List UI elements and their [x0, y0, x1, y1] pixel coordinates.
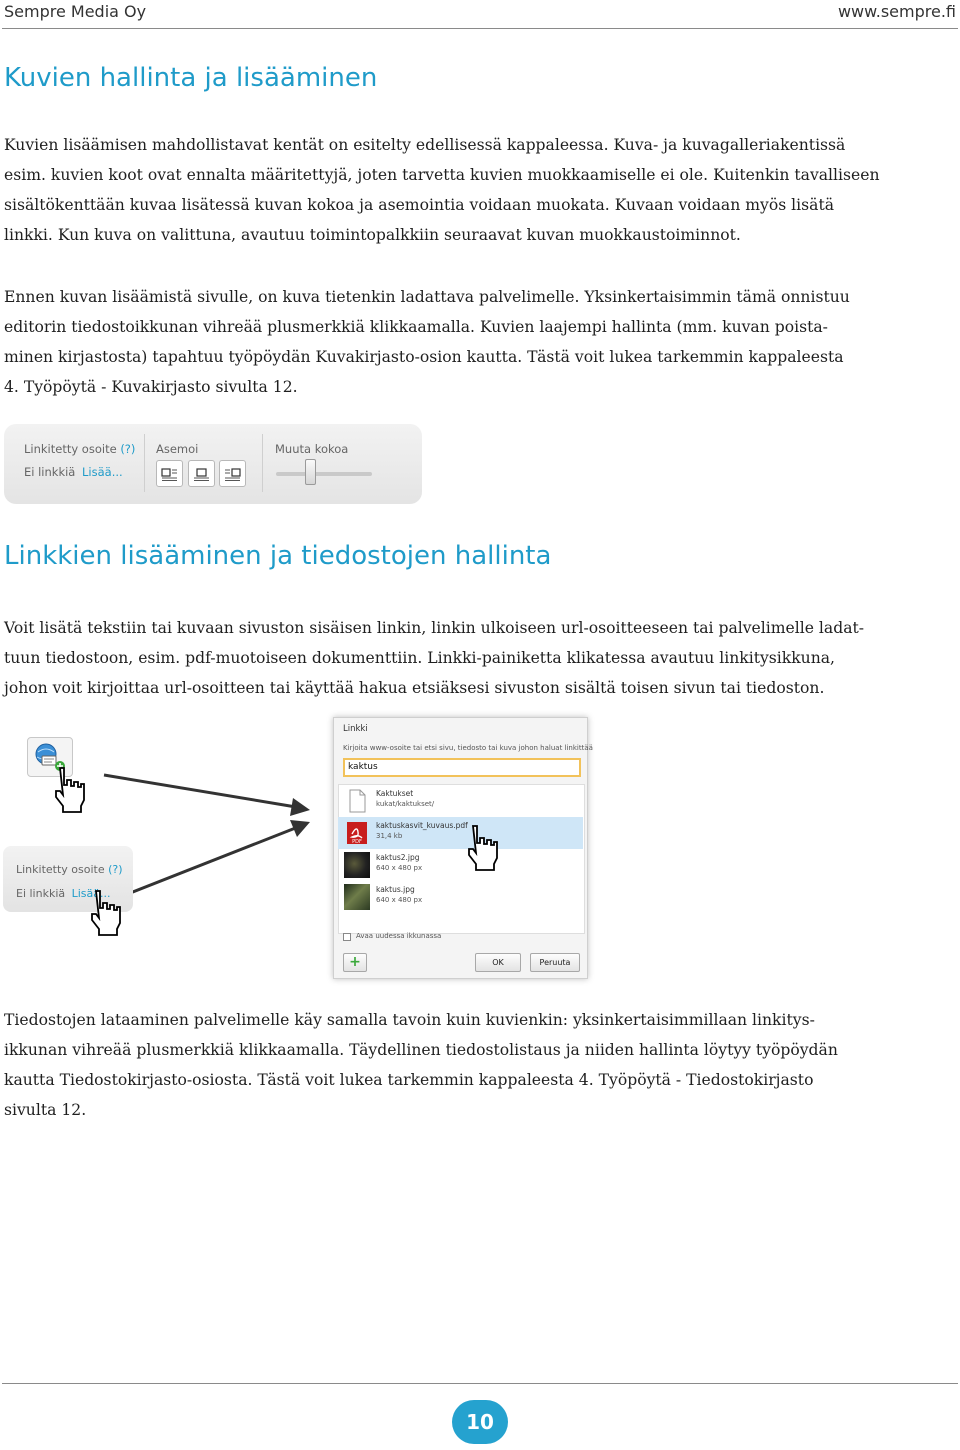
text-line: Ennen kuvan lisäämistä sivulle, on kuva tietenkin ladattava palvelimelle. Yksinkertaisimmin tämä onnistuu: [4, 288, 850, 306]
upload-plus-button[interactable]: +: [343, 953, 367, 972]
align-right-icon: [220, 461, 245, 486]
text-line: sivulta 12.: [4, 1101, 87, 1119]
paragraph-links-intro: [4, 613, 956, 703]
text-line: Voit lisätä tekstiin tai kuvaan sivuston sisäisen linkin, linkin ulkoiseen url-osoitteeseen tai palvelimelle ladat-: [4, 619, 865, 637]
arrow-to-dialog-icon: [100, 765, 340, 905]
section-title-links: Linkkien lisääminen ja tiedostojen hallinta: [4, 541, 552, 571]
pdf-icon: [344, 820, 370, 846]
resize-slider-handle[interactable]: [305, 459, 316, 485]
text-line: editorin tiedostoikkunan vihreää plusmerkkiä klikkaamalla. Kuvien laajempi hallinta (mm. kuvan poista-: [4, 318, 828, 336]
linked-address-text: Linkitetty osoite: [16, 863, 105, 876]
hand-cursor-icon: [86, 888, 126, 938]
list-item[interactable]: [338, 881, 583, 913]
section-title-images: Kuvien hallinta ja lisääminen: [4, 63, 378, 93]
file-meta: 640 x 480 px: [376, 864, 423, 872]
header-website: www.sempre.fi: [837, 2, 956, 21]
hand-cursor-icon: [50, 765, 90, 815]
file-meta: kukat/kaktukset/: [376, 800, 435, 808]
align-label: Asemoi: [156, 442, 199, 456]
paragraph-images-upload: [4, 282, 956, 402]
more-link[interactable]: Lisää...: [71, 887, 111, 900]
text-line: minen kirjastosta) tapahtuu työpöydän Kuvakirjasto-osion kautta. Tästä voit lukea tarkemmin kappaleesta: [4, 348, 844, 366]
help-link[interactable]: (?): [108, 863, 123, 876]
help-link[interactable]: (?): [120, 442, 136, 456]
paragraph-file-upload: [4, 1005, 956, 1125]
list-item-selected[interactable]: [338, 817, 583, 849]
text-line: johon voit kirjoittaa url-osoitteen tai käyttää hakua etsiäksesi sivuston sisältä toisen sivun tai tiedoston.: [4, 679, 825, 697]
text-line: kautta Tiedostokirjasto-osiosta. Tästä voit lukea tarkemmin kappaleesta 4. Työpöytä - Tiedostokirjasto: [4, 1071, 814, 1089]
file-name: kaktus2.jpg: [376, 853, 420, 862]
align-left-button[interactable]: [156, 460, 183, 487]
paragraph-images-intro: [4, 130, 956, 250]
align-center-icon: [189, 461, 214, 486]
more-link[interactable]: Lisää...: [82, 465, 123, 479]
image-thumbnail: [344, 852, 370, 878]
linked-address-label: [16, 863, 123, 876]
text-line: esim. kuvien koot ovat ennalta määritettyjä, joten tarvetta kuvien muokkaamiselle ei ole. Kuitenkin tavalliseen: [4, 166, 880, 184]
align-center-button[interactable]: [188, 460, 215, 487]
file-meta: 640 x 480 px: [376, 896, 423, 904]
link-dialog: [333, 717, 593, 979]
ok-button[interactable]: OK: [475, 953, 521, 972]
hand-cursor-icon: [463, 823, 503, 873]
toolbar-divider: [144, 434, 145, 492]
dialog-instruction: Kirjoita www-osoite tai etsi sivu, tiedosto tai kuva johon haluat linkittää: [343, 744, 593, 752]
text-line: sisältökenttään kuvaa lisätessä kuvan kokoa ja asemointia voidaan muokata. Kuvaan voidaan myös lisätä: [4, 196, 835, 214]
new-window-label: Avaa uudessa ikkunassa: [356, 932, 442, 940]
linked-address-label: [24, 442, 135, 456]
image-thumbnail: [344, 884, 370, 910]
file-name: Kaktukset: [376, 789, 414, 798]
resize-slider-track[interactable]: [276, 472, 372, 476]
page-icon: [344, 788, 370, 814]
text-line: Tiedostojen lataaminen palvelimelle käy samalla tavoin kuin kuvienkin: yksinkertaisimmillaan linkitys-: [4, 1011, 815, 1029]
text-line: Kuvien lisäämisen mahdollistavat kentät on esitelty edellisessä kappaleessa. Kuva- ja kuvagalleriakentissä: [4, 136, 846, 154]
footer-divider: [2, 1383, 958, 1384]
file-meta: 31,4 kb: [376, 832, 403, 840]
no-link-text: Ei linkkiä: [16, 887, 66, 900]
align-right-button[interactable]: [219, 460, 246, 487]
file-name: kaktus.jpg: [376, 885, 415, 894]
file-name: kaktuskasvit_kuvaus.pdf: [376, 821, 468, 830]
list-item[interactable]: [338, 785, 583, 817]
linked-address-text: Linkitetty osoite: [24, 442, 117, 456]
resize-label: Muuta kokoa: [275, 442, 349, 456]
cancel-button[interactable]: Peruuta: [530, 953, 580, 972]
toolbar-divider: [262, 434, 263, 492]
align-left-icon: [157, 461, 182, 486]
list-item[interactable]: [338, 849, 583, 881]
text-line: linkki. Kun kuva on valittuna, avautuu toimintopalkkiin seuraavat kuvan muokkaustoiminnot.: [4, 226, 741, 244]
link-search-input[interactable]: kaktus: [343, 758, 581, 777]
image-toolbar: [4, 424, 422, 504]
dialog-title: Linkki: [343, 724, 368, 734]
text-line: tuun tiedostoon, esim. pdf-muotoiseen dokumenttiin. Linkki-painiketta klikatessa avautuu linkitysikkuna,: [4, 649, 836, 667]
no-link-text: Ei linkkiä: [24, 465, 76, 479]
new-window-checkbox[interactable]: [343, 933, 351, 941]
text-line: 4. Työpöytä - Kuvakirjasto sivulta 12.: [4, 378, 298, 396]
pdf-badge: PDF: [352, 839, 362, 845]
header-divider: [2, 28, 958, 29]
page-number-badge: 10: [452, 1400, 508, 1444]
link-status: [24, 465, 123, 479]
text-line: ikkunan vihreää plusmerkkiä klikkaamalla. Täydellinen tiedostolistaus ja niiden hallinta löytyy työpöydän: [4, 1041, 838, 1059]
header-company: Sempre Media Oy: [4, 2, 147, 21]
